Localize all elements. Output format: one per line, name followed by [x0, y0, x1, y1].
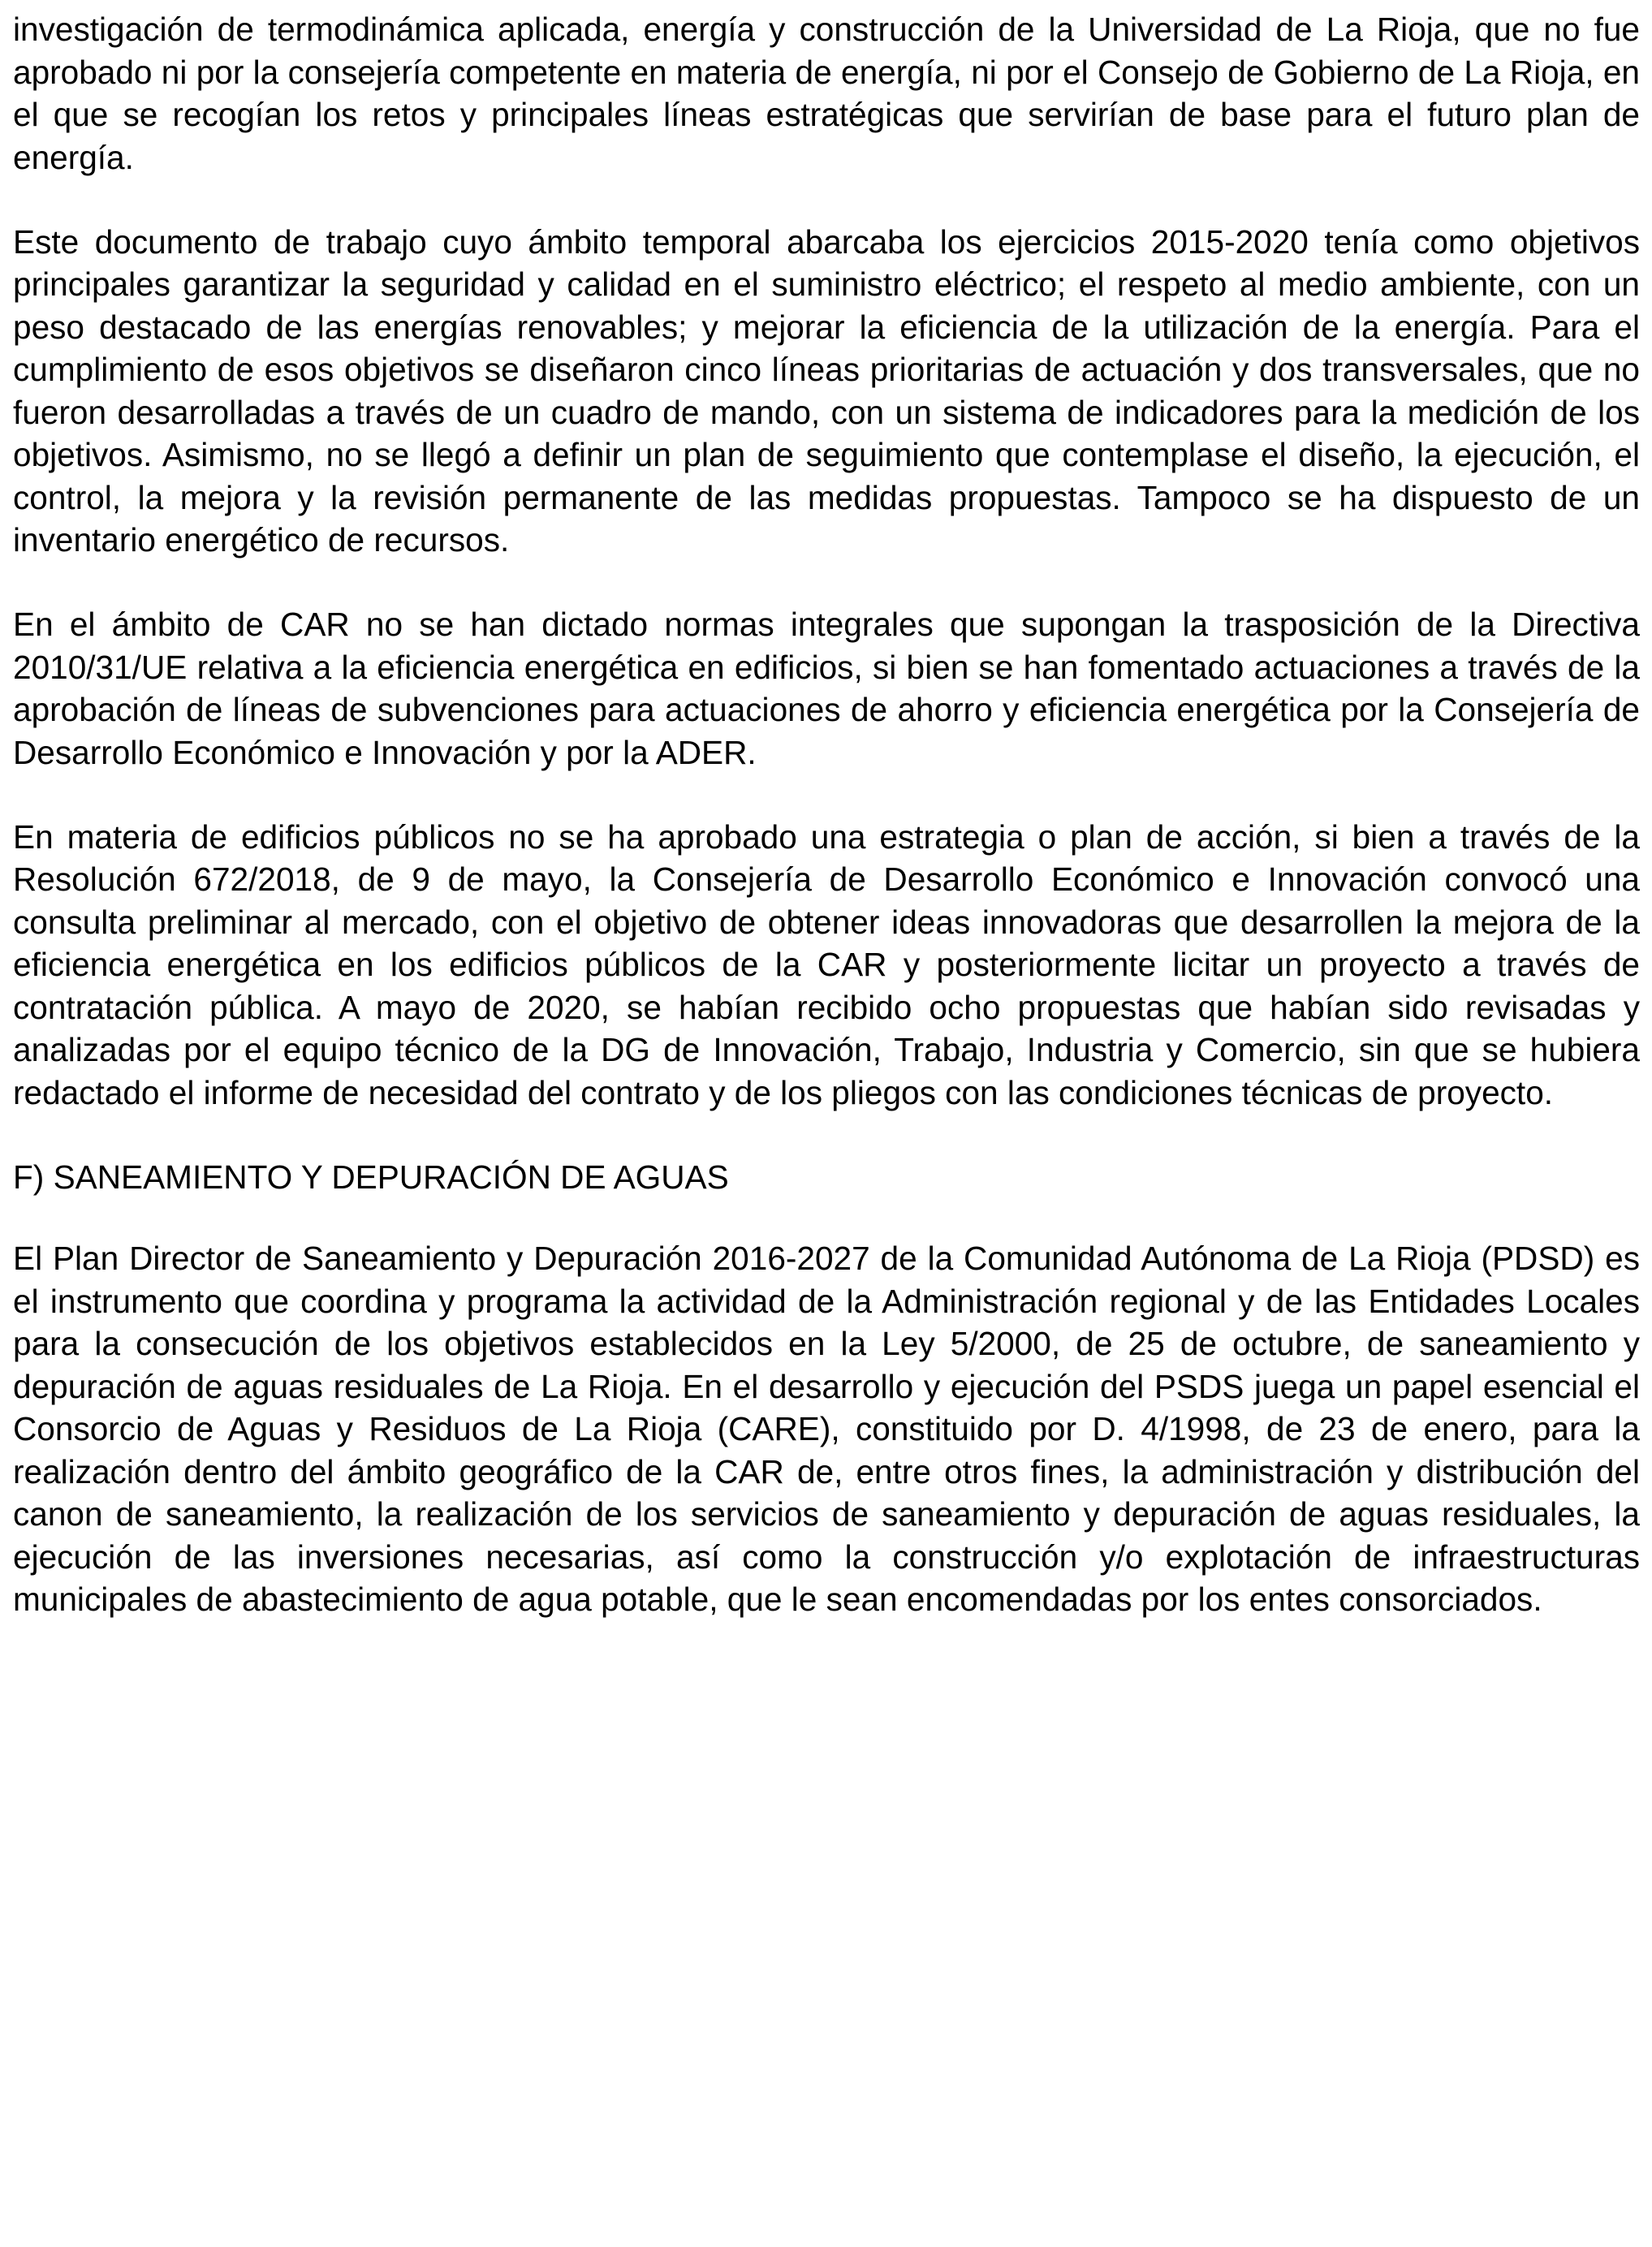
paragraph-energy-plan-objectives: Este documento de trabajo cuyo ámbito temporal abarcaba los ejercicios 2015-2020 tenía como objetivos principales garantizar la seguridad y calidad en el suministro eléctrico; el respeto al medio ambiente, con un peso destacado de las energías renovables; y mejorar la eficiencia de la utilización de la energía. Para el cumplimiento de esos objetivos se diseñaron cinco líneas prioritarias de actuación y dos transversales, que no fueron desarrolladas a través de un cuadro de mando, con un sistema de indicadores para la medición de los objetivos. Asimismo, no se llegó a definir un plan de seguimiento que contemplase el diseño, la ejecución, el control, la mejora y la revisión permanente de las medidas propuestas. Tampoco se ha dispuesto de un inventario energético de recursos. [13, 222, 1640, 559]
document-page [13, 8, 1640, 1663]
section-heading: F) SANEAMIENTO Y DEPURACIÓN DE AGUAS [13, 1158, 729, 1196]
paragraph-public-buildings: En materia de edificios públicos no se ha aprobado una estrategia o plan de acción, si bien a través de la Resolución 672/2018, de 9 de mayo, la Consejería de Desarrollo Económico e Innovación convocó una consulta preliminar al mercado, con el objetivo de obtener ideas innovadoras que desarrollen la mejora de la eficiencia energética en los edificios públicos de la CAR y posteriormente licitar un proyecto a través de contratación pública. A mayo de 2020, se habían recibido ocho propuestas que habían sido revisadas y analizadas por el equipo técnico de la DG de Innovación, Trabajo, Industria y Comercio, sin que se hubiera redactado el informe de necesidad del contrato y de los pliegos con las condiciones técnicas de proyecto. [13, 817, 1640, 1111]
paragraph-water-sanitation-plan: El Plan Director de Saneamiento y Depuración 2016-2027 de la Comunidad Autónoma de La Rioja (PDSD) es el instrumento que coordina y programa la actividad de la Administración regional y de las Entidades Locales para la consecución de los objetivos establecidos en la Ley 5/2000, de 25 de octubre, de saneamiento y depuración de aguas residuales de La Rioja. En el desarrollo y ejecución del PSDS juega un papel esencial el Consorcio de Aguas y Residuos de La Rioja (CARE), constituido por D. 4/1998, de 23 de enero, para la realización dentro del ámbito geográfico de la CAR de, entre otros fines, la administración y distribución del canon de saneamiento, la realización de los servicios de saneamiento y depuración de aguas residuales, la ejecución de las inversiones necesarias, así como la construcción y/o explotación de infraestructuras municipales de abastecimiento de agua potable, que le sean encomendadas por los entes consorciados. [13, 1240, 1640, 1618]
paragraph-energy-plan-intro: investigación de termodinámica aplicada, energía y construcción de la Universidad de La Rioja, que no fue aprobado ni por la consejería competente en materia de energía, ni por el Consejo de Gobierno de La Rioja, en el que se recogían los retos y principales líneas estratégicas que servirían de base para el futuro plan de energía. [13, 11, 1640, 176]
paragraph-energy-efficiency-buildings: En el ámbito de CAR no se han dictado normas integrales que supongan la trasposición de la Directiva 2010/31/UE relativa a la eficiencia energética en edificios, si bien se han fomentado actuaciones a través de la aprobación de líneas de subvenciones para actuaciones de ahorro y eficiencia energética por la Consejería de Desarrollo Económico e Innovación y por la ADER. [13, 606, 1640, 771]
